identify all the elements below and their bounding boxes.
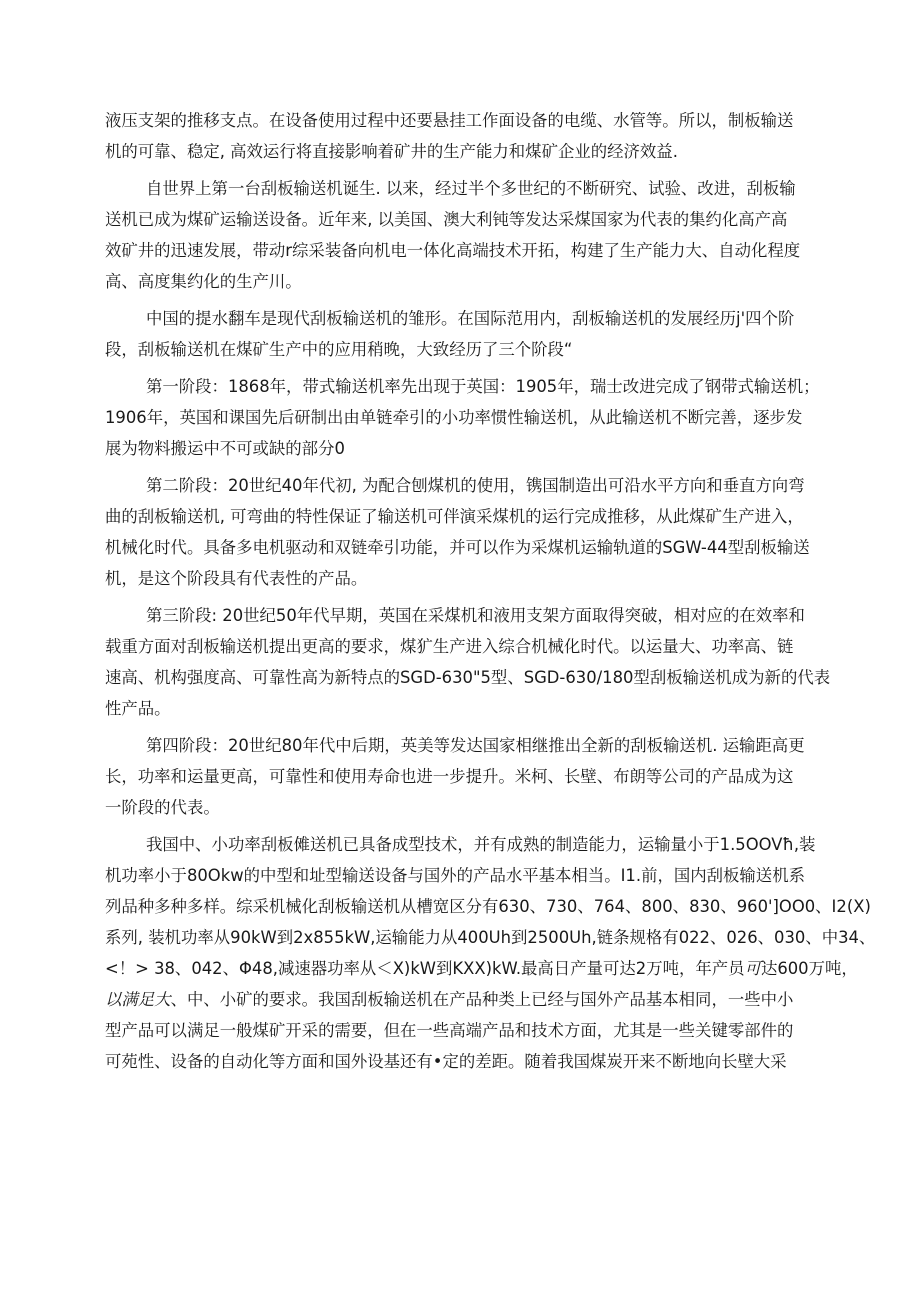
text-line: 送机已成为煤矿运输送设备。近年来, 以美国、澳大利钝等发达采煤国家为代表的集约化高产高 [105,210,788,229]
text-line: 机的可靠、稳定, 高效运行将直接影响着矿井的生产能力和煤矿企业的经济效益. [105,142,678,161]
text-line: 第三阶段: 20世纪50年代早期，英国在采煤机和液用支架方面取得突破，相对应的在效率和 [146,606,805,625]
text-line: 效矿井的迅速发展，带动r综采装备向机电一体化高端技术开拓，构建了生产能力大、自动化程度 [105,241,801,260]
text-line: 机功率小于80Okw的中型和址型输送设备与国外的产品水平基本相当。I1.前，国内刮板输送机系 [105,866,805,885]
text-line: 以满足大、中、小矿的要求。我国刮板输送机在产品种类上已经与国外产品基本相同，一些中小 [105,990,794,1009]
text-line: 载重方面对刮板输送机提出更高的要求，煤犷生产进入综合机械化时代。以运量大、功率高、链 [105,637,794,656]
text-line: 系列, 装机功率从90kW到2x855kW,运输能力从400Uh到2500Uh,链条规格有022、026、030、中34、 [105,928,876,947]
text-line: 速高、机构强度高、可靠性高为新特点的SGD-630"5型、SGD-630/180型刮板输送机成为新的代表 [105,668,831,687]
text-line: 液压支架的推移支点。在设备使用过程中还要悬挂工作面设备的电缆、水管等。所以，制板输送 [105,111,794,130]
paragraph-6 [105,600,831,724]
text-line: 列品种多种多样。综采机械化刮板输送机从槽宽区分有630、730、764、800、830、960']OO0、I2(X) [105,897,871,916]
text-line: 机，是这个阶段具有代表性的产品。 [105,569,368,588]
paragraph-3 [105,303,823,365]
paragraph-4 [105,371,823,464]
text-line: 机械化时代。具备多电机驱动和双链牵引功能，并可以作为采煤机运输轨道的SGW-44型刮板输送 [105,538,810,557]
text-line: 高、高度集约化的生产川。 [105,272,302,291]
paragraph-5 [105,470,823,594]
text-line: 可苑性、设备的自动化等方面和国外设基还有•定的差距。随着我国煤炭开来不断地向长壁大采 [105,1052,787,1071]
italic-fragment: 以满足大 [105,990,171,1009]
text-line: 长，功率和运量更高，可靠性和使用寿命也进一步提升。米柯、长壁、布朗等公司的产品成为这 [105,767,794,786]
text-line: 中国的提水翻车是现代刮板输送机的雏形。在国际范用内，刮板输送机的发展经历j'四个阶 [146,309,795,328]
text-line: 段，刮板输送机在煤矿生产中的应用稍晚，大致经历了三个阶段“ [105,340,573,359]
text-line: 展为物料搬运中不可或缺的部分0 [105,439,345,458]
text-line: 我国中、小功率刮板傩送机已具备成型技术，并有成熟的制造能力，运输量小于1.5OOVħ,装 [146,835,816,854]
text-line: 第二阶段：20世纪40年代初, 为配合刨煤机的使用，镌国制造出可沿水平方向和垂直方向弯 [146,476,805,495]
text-line: 1906年，英国和课国先后研制出由单链牵引的小功率惯性输送机，从此输送机不断完善，逐步发 [105,408,803,427]
text-line: 第一阶段：1868年，带式输送机率先出现于英国：1905年，瑞士改进完成了钢带式输送机； [146,377,820,396]
paragraph-8 [105,829,876,1077]
paragraph-2 [105,173,823,297]
text-line: 自世界上第一台刮板输送机诞生. 以来，经过半个多世纪的不断研究、试验、改进，刮板输 [146,179,796,198]
document-body [105,105,876,1077]
text-line: 曲的刮板输送机, 可弯曲的特性保证了输送机可伴演采煤机的运行完成推移，从此煤矿生产进入， [105,507,804,526]
text-line: 型产品可以满足一般煤矿开采的需要，但在一些高端产品和技术方面，尤其是一些关键零部件的 [105,1021,794,1040]
italic-fragment: 可 [744,959,761,978]
text-line: <！> 38、042、Φ48,减速器功率从＜X)kW到KXX)kW.最高日产量可达2万吨，年产员可达600万吨， [105,959,858,978]
text-line: 一阶段的代表。 [105,798,220,817]
text-line: 第四阶段：20世纪80年代中后期，英美等发达国家相继推出全新的刮板输送机. 运输距高更 [146,736,805,755]
paragraph-1 [105,105,823,167]
text-line: 性产品。 [105,699,171,718]
paragraph-7 [105,730,823,823]
